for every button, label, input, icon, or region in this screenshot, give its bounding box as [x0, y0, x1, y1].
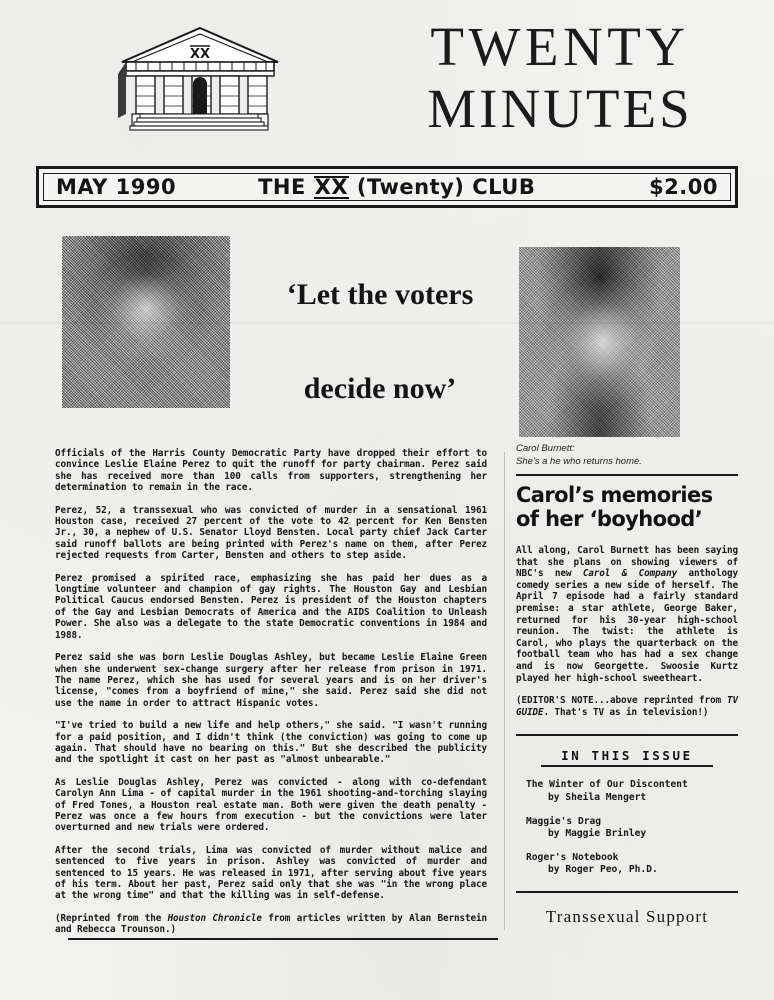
column-divider: [504, 452, 505, 930]
issue-entry: [516, 852, 738, 876]
photo-caption-line-1: Carol Burnett:: [516, 443, 575, 454]
editors-note-part-1: (EDITOR'S NOTE...above reprinted from: [516, 695, 727, 707]
credit-prefix: (Reprinted from the: [55, 912, 168, 924]
issue-entry: [516, 779, 738, 803]
issue-price: $2.00: [649, 175, 718, 199]
right-column: [516, 443, 738, 927]
secondary-article-body: [516, 545, 738, 684]
article-paragraph: As Leslie Douglas Ashley, Perez was convicted - along with co-defendant Carolyn Ann Lima - of capital murder in the 1961 shooting-and-torching slaying of Fred Tones, a Houston real estate man. Both were given the death penalty - Perez was once a few hours from execution - but the convictions were later overturned and new trials were ordered.: [55, 776, 487, 834]
article-paragraph: Officials of the Harris County Democratic Party have dropped their effort to convince Leslie Elaine Perez to quit the runoff for party chairman. Perez said she has received more than 100 calls from supporters, strengthening her determination to remain in the race.: [55, 448, 487, 494]
support-section-title: Transsexual Support: [545, 906, 709, 926]
body-part-1: All along, Carol Burnett has been saying that she plans on showing viewers of NBC's new: [516, 545, 738, 580]
left-column-bottom-rule: [68, 938, 498, 940]
title-line-2: MINUTES: [427, 78, 693, 139]
lead-headline: [255, 248, 505, 436]
lead-headline-line-2: decide now’: [303, 372, 457, 405]
issue-entry: [516, 816, 738, 840]
article-credit: [55, 913, 487, 936]
issue-entry-byline: by Roger Peo, Ph.D.: [548, 864, 658, 876]
issue-banner: [36, 166, 738, 208]
title-line-1: TWENTY: [430, 16, 690, 77]
show-title: Carol & Company: [582, 568, 678, 580]
portrait-photo-leslie-perez: [62, 236, 230, 408]
credit-source: Houston Chronicle: [167, 912, 262, 924]
xx-mark: XX: [314, 174, 349, 199]
masthead: [0, 0, 774, 160]
in-this-issue-bottom-rule: [516, 891, 738, 893]
issue-banner-inner: [43, 173, 731, 201]
body-part-2: anthology comedy series a new side of herself. The April 7 episode had a fairly standard premise: a star athlete, George Baker, returned for his 30-year high-school reunion. The twist: the athlete is Carol, who plays the quarterback on the football team who has had a sex change and is now Georgette. Swoosie Kurtz played her high-school sweetheart.: [516, 568, 738, 684]
caption-rule: [516, 474, 738, 476]
publication-title: [360, 16, 760, 140]
issue-entry-title: The Winter of Our Discontent: [526, 779, 688, 791]
article-paragraph: Perez said she was born Leslie Douglas Ashley, but became Leslie Elaine Green when she underwent sex-change surgery after her release from prison in 1971. The name Perez, which she has used for several years and is on her driver's license, "comes from a boyfriend of mine," she said. Perez said she did not use the name in order to attract Hispanic votes.: [55, 652, 487, 709]
editors-note-part-2: . That's TV as in television!): [543, 706, 709, 718]
photo-caption-line-2: She's a he who returns home.: [516, 455, 642, 467]
article-paragraph: Perez, 52, a transsexual who was convicted of murder in a sensational 1961 Houston case, received 27 percent of the vote to 42 percent for Ken Bensten Jr., 30, a nephew of U.S. Senator Lloyd Bensten. Local party chief Jack Carter said runoff ballots are being printed with Perez's name on them, after Perez rejected requests from Carter, Bensten and others to step aside.: [55, 504, 487, 562]
issue-entry-byline: by Sheila Mengert: [548, 791, 647, 803]
issue-entry-title: Roger's Notebook: [526, 852, 619, 864]
secondary-headline-line-2: of her ‘boyhood’: [516, 507, 703, 531]
article-paragraph: Perez promised a spirited race, emphasizing she has paid her dues as a longtime volunteer and champion of gay rights. The Houston Gay and Lesbian Political Caucus endorsed Bensten. Perez is president of the Houston chapters of the Gay and Lesbian Democrats of America and the AIDS Coalition to Unleash Power. She also was a delegate to the state Democratic conventions in 1984 and 1988.: [55, 572, 487, 641]
svg-text:XX: XX: [189, 47, 211, 62]
editors-note-source: TV GUIDE: [516, 695, 738, 718]
secondary-headline: [516, 483, 738, 531]
article-paragraph: "I've tried to build a new life and help others," she said. "I wasn't running for a paid position, and I didn't think (the conviction) was going to come up again. That should have no bearing on this." But she described the publicity and the spotlight it cast on her past as "almost unbearable.": [55, 720, 487, 766]
club-name-prefix: THE: [258, 174, 314, 199]
lead-headline-line-1: ‘Let the voters: [286, 278, 474, 311]
issue-entry-title: Maggie's Drag: [526, 815, 602, 827]
in-this-issue-top-rule: [516, 734, 738, 736]
in-this-issue-heading: IN THIS ISSUE: [541, 748, 713, 767]
temple-building-icon: [110, 22, 290, 142]
credit-suffix: from articles written by Alan Bernstein and Rebecca Trounson.): [55, 912, 488, 936]
portrait-photo-carol-burnett: [519, 247, 680, 437]
issue-date: MAY 1990: [56, 175, 177, 199]
secondary-headline-line-1: Carol’s memories: [516, 483, 713, 507]
left-column: [55, 448, 487, 947]
article-paragraph: After the second trials, Lima was convicted of murder without malice and sentenced to five years in prison. Ashley was convicted of murder and sentenced to 15 years. He was released in 1971, after serving about five years of his term. About her past, Perez said only that she was "in the wrong place at the wrong time" and that the killing was in self-defense.: [55, 844, 487, 902]
club-name: [258, 175, 535, 200]
editors-note: [516, 695, 738, 718]
club-name-suffix: (Twenty) CLUB: [349, 174, 536, 199]
issue-entry-byline: by Maggie Brinley: [548, 827, 647, 839]
